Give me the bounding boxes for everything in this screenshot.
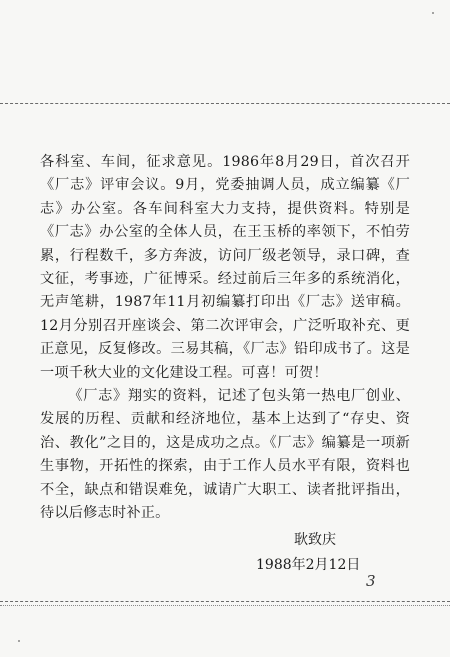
author-signature: 耿致庆 bbox=[294, 532, 336, 548]
paragraph-2: 《厂志》翔实的资料，记述了包头第一热电厂创业、发展的历程、贡献和经济地位，基本上达到了“存史、资治、教化”之目的，这是成功之点。《厂志》编纂是一项新生事物，开拓性的探索，由于工作人员水平有限，资料也不全，缺点和错误难免，诚请广大职工、读者批评指出，待以后修志时补正。 bbox=[40, 388, 410, 522]
top-dashed-rule bbox=[0, 103, 450, 104]
preface-body bbox=[40, 151, 410, 526]
scan-speck bbox=[432, 12, 434, 14]
paragraph-1: 各科室、车间，征求意见。1986年8月29日，首次召开《厂志》评审会议。9月，党委抽调人员，成立编纂《厂志》办公室。各车间科室大力支持，提供资料。特别是《厂志》办公室的全体人员，在王玉桥的率领下，不怕劳累，行程数千，多方奔波，访问厂级老领导，录口碑，查文征，考事迹，广征博采。经过前后三年多的系统消化，无声笔耕，1987年11月初编纂打印出《厂志》送审稿。12月分别召开座谈会、第二次评审会，广泛听取补充、更正意见，反复修改。三易其稿，《厂志》铅印成书了。这是一项千秋大业的文化建设工程。可喜！可贺！ bbox=[40, 154, 410, 381]
handwritten-page-mark: 3 bbox=[366, 572, 376, 590]
bottom-dotted-rule bbox=[0, 605, 450, 606]
scan-speck bbox=[18, 640, 20, 642]
bottom-dashed-rule bbox=[0, 601, 450, 602]
signature-date: 1988年2月12日 bbox=[256, 557, 361, 573]
